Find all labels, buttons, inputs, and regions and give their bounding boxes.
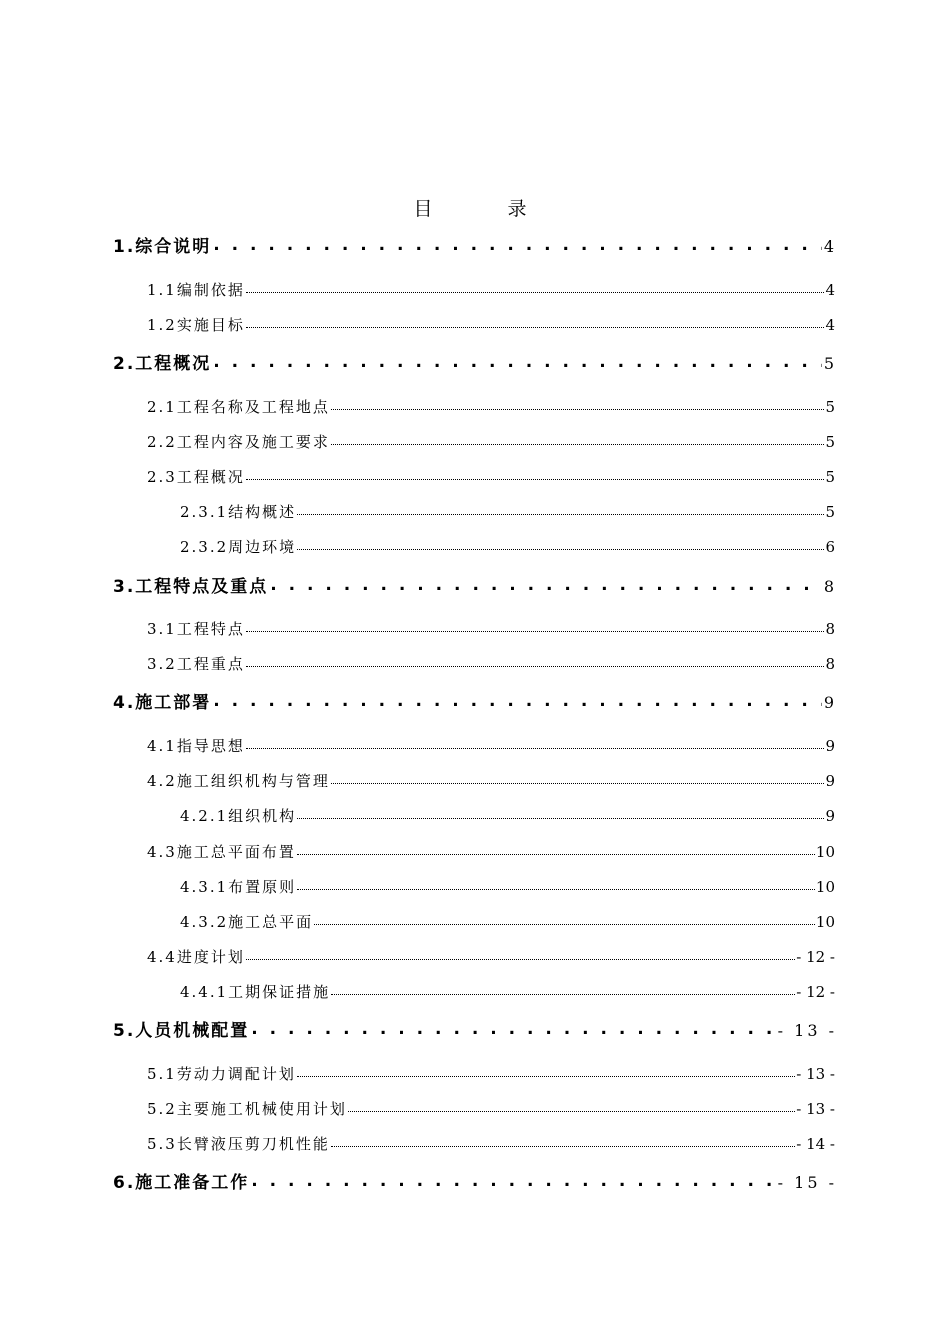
toc-entry-label: 4.4.1工期保证措施 [180,983,331,1001]
toc-title: 目 录 [413,198,555,220]
toc-entry-page: - 13 - [796,1065,835,1083]
toc-entry[interactable] [180,501,835,522]
toc-entry-label: 4.施工部署 [113,693,212,713]
toc-entry[interactable] [180,911,835,932]
toc-entry-page: 5 [825,433,835,451]
toc-leader [246,947,795,962]
toc-entry-page: 5 [825,503,835,521]
toc-entry-label: 3.工程特点及重点 [113,577,269,597]
toc-entry[interactable] [147,653,835,674]
toc-leader [251,1171,775,1188]
toc-entry-page: - 15 - [777,1173,837,1192]
toc-entry[interactable] [113,1016,837,1041]
toc-entry-label: 2.2工程内容及施工要求 [147,433,330,451]
toc-entry-page: 9 [825,772,835,790]
toc-entry-page: 10 [815,878,835,896]
toc-entry-page: 5 [823,354,837,373]
toc-leader [246,619,825,634]
toc-entry[interactable] [147,1098,835,1119]
toc-entry[interactable] [147,735,835,756]
toc-entry-page: - 14 - [796,1135,835,1153]
toc-entry[interactable] [113,349,837,374]
toc-entry-label: 2.3工程概况 [147,468,245,486]
toc-leader [297,502,824,517]
toc-entry-label: 3.1工程特点 [147,620,245,638]
toc-leader [246,654,825,669]
toc-leader [297,842,815,857]
toc-entry-label: 1.综合说明 [113,237,212,257]
toc-leader [331,432,825,447]
toc-entry-page: 4 [825,281,835,299]
toc-entry[interactable] [113,688,837,713]
toc-entry-label: 2.3.2周边环境 [180,538,297,556]
toc-entry[interactable] [147,279,835,300]
toc-entry-page: 8 [825,655,835,673]
toc-entry-page: - 12 - [796,948,835,966]
toc-entry[interactable] [147,314,835,335]
toc-entry[interactable] [147,618,835,639]
toc-entry-page: 4 [823,237,837,256]
toc-entry-label: 6.施工准备工作 [113,1173,250,1193]
toc-entry-label: 5.1劳动力调配计划 [147,1065,296,1083]
toc-leader [251,1019,775,1036]
toc-entry-label: 4.2施工组织机构与管理 [147,772,330,790]
toc-entry-page: 9 [825,807,835,825]
toc-entry-label: 1.2实施目标 [147,316,245,334]
toc-leader [246,736,825,751]
toc-entry[interactable] [147,1133,835,1154]
toc-leader [297,806,824,821]
toc-entry-label: 5.3长臂液压剪刀机性能 [147,1135,330,1153]
toc-entry-label: 4.2.1组织机构 [180,807,297,825]
toc-entry[interactable] [147,841,835,862]
toc-entry[interactable] [147,431,835,452]
toc-entry-page: - 13 - [796,1100,835,1118]
toc-entry-label: 1.1编制依据 [147,281,245,299]
toc-entry-label: 4.3.1布置原则 [180,878,297,896]
toc-leader [331,397,825,412]
toc-leader [213,691,822,708]
toc-leader [246,280,825,295]
toc-entry-label: 4.3施工总平面布置 [147,843,296,861]
toc-entry[interactable] [180,536,835,557]
toc-entry-page: 9 [823,693,837,712]
toc-leader [331,771,825,786]
toc-entry[interactable] [147,1063,835,1084]
toc-leader [348,1099,795,1114]
toc-entry[interactable] [180,805,835,826]
toc-entry[interactable] [113,572,837,597]
toc-leader [331,982,795,997]
toc-entry-label: 5.2主要施工机械使用计划 [147,1100,347,1118]
toc-entry-label: 4.4进度计划 [147,948,245,966]
toc-entry[interactable] [113,232,837,257]
toc-entry-page: 8 [825,620,835,638]
toc-entry-page: 5 [825,468,835,486]
toc-entry[interactable] [147,946,835,967]
toc-leader [297,1064,795,1079]
toc-entry[interactable] [147,396,835,417]
toc-entry-page: 10 [815,843,835,861]
toc-leader [246,315,825,330]
toc-entry-page: 6 [825,538,835,556]
toc-entry[interactable] [180,876,835,897]
toc-leader [331,1134,795,1149]
toc-leader [213,352,822,369]
toc-entry-label: 2.3.1结构概述 [180,503,297,521]
toc-entry-page: 9 [825,737,835,755]
toc-entry-page: 5 [825,398,835,416]
toc-entry-page: 8 [823,577,837,596]
toc-entry-label: 5.人员机械配置 [113,1021,250,1041]
toc-leader [297,877,815,892]
toc-leader [314,912,815,927]
toc-entry-label: 4.1指导思想 [147,737,245,755]
toc-entry-label: 3.2工程重点 [147,655,245,673]
toc-entry-page: - 13 - [777,1021,837,1040]
toc-entry[interactable] [147,466,835,487]
toc-leader [246,467,825,482]
toc-leader [270,575,822,592]
toc-entry[interactable] [147,770,835,791]
toc-entry-label: 2.1工程名称及工程地点 [147,398,330,416]
toc-leader [213,235,822,252]
toc-entry[interactable] [113,1168,837,1193]
toc-leader [297,537,824,552]
toc-entry-page: - 12 - [796,983,835,1001]
toc-entry-page: 4 [825,316,835,334]
toc-entry-label: 4.3.2施工总平面 [180,913,314,931]
toc-entry-page: 10 [815,913,835,931]
toc-entry-label: 2.工程概况 [113,354,212,374]
toc-entry[interactable] [180,981,835,1002]
